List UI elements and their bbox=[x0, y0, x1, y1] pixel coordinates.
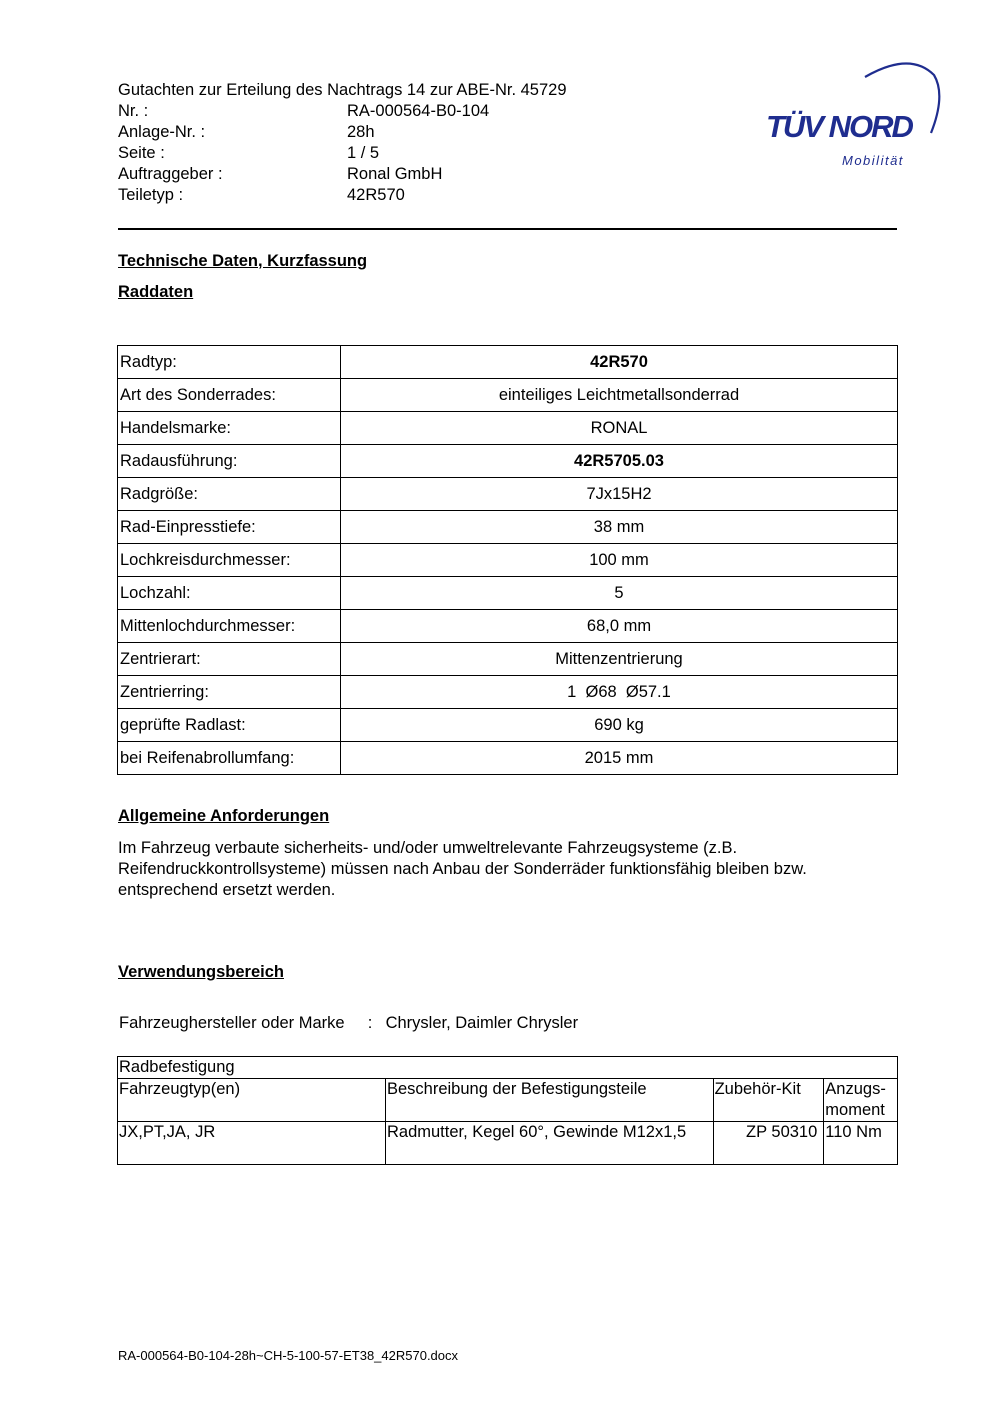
table-row bbox=[118, 709, 898, 742]
table-title-row bbox=[118, 1057, 898, 1079]
table-row bbox=[118, 1122, 898, 1165]
header-field-value: 1 / 5 bbox=[347, 144, 380, 162]
row-label: Mittenlochdurchmesser: bbox=[118, 610, 341, 643]
row-value: Mittenzentrierung bbox=[341, 643, 898, 676]
row-value: 1 Ø68 Ø57.1 bbox=[341, 676, 898, 709]
maker-label: Fahrzeughersteller oder Marke bbox=[119, 1014, 345, 1032]
row-value: 5 bbox=[341, 577, 898, 610]
row-label: Radtyp: bbox=[118, 346, 341, 379]
row-value: 7Jx15H2 bbox=[341, 478, 898, 511]
header-field-label: Nr. : bbox=[118, 102, 149, 120]
table-row bbox=[118, 643, 898, 676]
row-value: 100 mm bbox=[341, 544, 898, 577]
cell-beschreibung: Radmutter, Kegel 60°, Gewinde M12x1,5 bbox=[385, 1122, 713, 1165]
row-label: bei Reifenabrollumfang: bbox=[118, 742, 341, 775]
row-label: Handelsmarke: bbox=[118, 412, 341, 445]
row-label: geprüfte Radlast: bbox=[118, 709, 341, 742]
cell-anzugsmoment: 110 Nm bbox=[824, 1122, 898, 1165]
logo-sub-text: Mobilität bbox=[842, 153, 904, 168]
header-field-label: Seite : bbox=[118, 144, 165, 162]
table-row bbox=[118, 445, 898, 478]
section-heading-technische-daten: Technische Daten, Kurzfassung bbox=[118, 252, 368, 270]
radbefestigung-table bbox=[117, 1056, 898, 1165]
row-label: Zentrierart: bbox=[118, 643, 341, 676]
header-field-value: Ronal GmbH bbox=[347, 165, 443, 183]
header-field-seite bbox=[118, 143, 618, 164]
table-row bbox=[118, 610, 898, 643]
row-value: 2015 mm bbox=[341, 742, 898, 775]
row-value: 690 kg bbox=[341, 709, 898, 742]
row-label: Rad-Einpresstiefe: bbox=[118, 511, 341, 544]
header-divider bbox=[118, 228, 897, 230]
maker-separator: : bbox=[367, 1014, 373, 1032]
row-value: 42R570 bbox=[341, 346, 898, 379]
section-heading-anforderungen: Allgemeine Anforderungen bbox=[118, 807, 330, 825]
header-field-label: Teiletyp : bbox=[118, 186, 184, 204]
column-header: Anzugs-moment bbox=[824, 1079, 898, 1122]
cell-fahrzeugtyp: JX,PT,JA, JR bbox=[118, 1122, 386, 1165]
header-field-value: 28h bbox=[347, 123, 375, 141]
anforderungen-text: Im Fahrzeug verbaute sicherheits- und/oder umweltrelevante Fahrzeugsysteme (z.B. Reifendruckkontrollsysteme) müssen nach Anbau der Sonderräder funktionsfähig bleiben bzw. entsprechend ersetzt werden. bbox=[118, 839, 807, 899]
row-value: RONAL bbox=[341, 412, 898, 445]
section-heading-verwendungsbereich: Verwendungsbereich bbox=[118, 963, 284, 981]
row-label: Zentrierring: bbox=[118, 676, 341, 709]
header-field-nr bbox=[118, 101, 618, 122]
column-header: Zubehör-Kit bbox=[713, 1079, 824, 1122]
table-row bbox=[118, 346, 898, 379]
row-label: Lochkreisdurchmesser: bbox=[118, 544, 341, 577]
tuv-nord-logo bbox=[760, 55, 945, 175]
header-field-auftraggeber bbox=[118, 164, 618, 185]
header-field-label: Anlage-Nr. : bbox=[118, 123, 206, 141]
row-value: 38 mm bbox=[341, 511, 898, 544]
table-row bbox=[118, 742, 898, 775]
table-row bbox=[118, 676, 898, 709]
column-header: Beschreibung der Befestigungsteile bbox=[385, 1079, 713, 1122]
cell-zubehoer-kit: ZP 50310 bbox=[713, 1122, 824, 1165]
row-value: einteiliges Leichtmetallsonderrad bbox=[341, 379, 898, 412]
row-value: 42R5705.03 bbox=[341, 445, 898, 478]
raddaten-table bbox=[117, 345, 898, 775]
logo-brand-text: TÜV NORD bbox=[766, 109, 912, 144]
header-field-label: Auftraggeber : bbox=[118, 165, 223, 183]
header-field-teiletyp bbox=[118, 185, 618, 206]
row-label: Radgröße: bbox=[118, 478, 341, 511]
row-label: Lochzahl: bbox=[118, 577, 341, 610]
row-label: Art des Sonderrades: bbox=[118, 379, 341, 412]
header-field-anlage bbox=[118, 122, 618, 143]
table-row bbox=[118, 412, 898, 445]
column-header: Fahrzeugtyp(en) bbox=[118, 1079, 386, 1122]
row-value: 68,0 mm bbox=[341, 610, 898, 643]
maker-row bbox=[119, 1014, 578, 1033]
table-title: Radbefestigung bbox=[118, 1057, 898, 1079]
section-subheading-raddaten: Raddaten bbox=[118, 283, 194, 301]
table-header-row bbox=[118, 1079, 898, 1122]
table-row bbox=[118, 577, 898, 610]
table-row bbox=[118, 379, 898, 412]
header-field-value: 42R570 bbox=[347, 186, 405, 204]
maker-value: Chrysler, Daimler Chrysler bbox=[385, 1014, 579, 1032]
table-row bbox=[118, 544, 898, 577]
table-row bbox=[118, 478, 898, 511]
row-label: Radausführung: bbox=[118, 445, 341, 478]
header-field-value: RA-000564-B0-104 bbox=[347, 102, 490, 120]
footer-filename: RA-000564-B0-104-28h~CH-5-100-57-ET38_42R570.docx bbox=[118, 1348, 459, 1363]
table-row bbox=[118, 511, 898, 544]
document-title: Gutachten zur Erteilung des Nachtrags 14 zur ABE-Nr. 45729 bbox=[118, 81, 567, 99]
